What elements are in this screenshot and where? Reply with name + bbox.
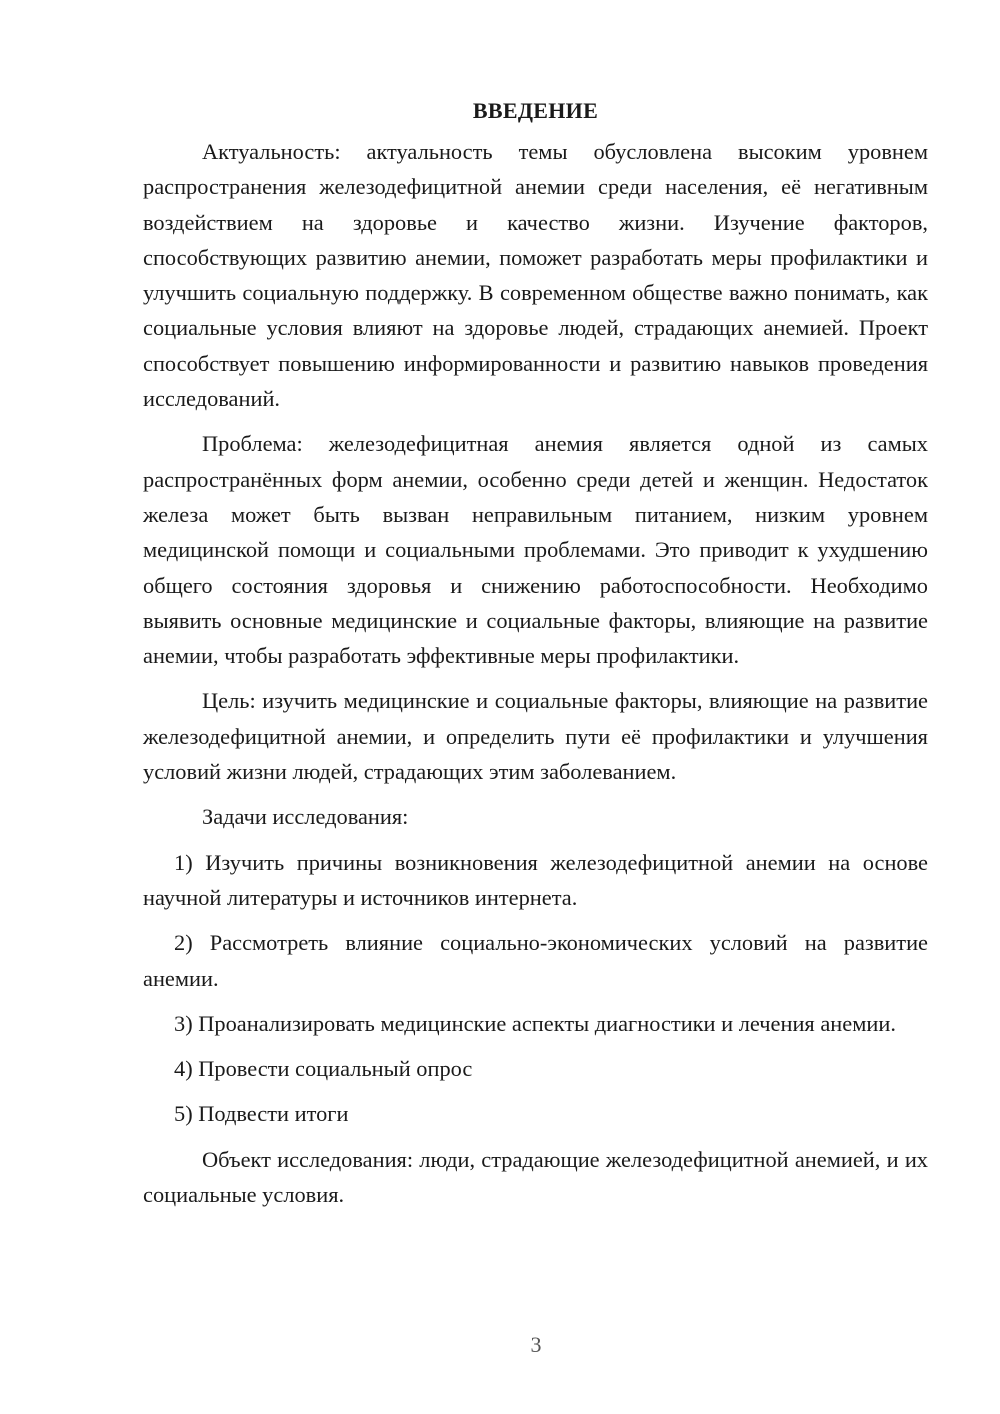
page-content [143,94,928,1222]
task-item-3: 3) Проанализировать медицинские аспекты диагностики и лечения анемии. [174,1010,896,1036]
task-item-1: 1) Изучить причины возникновения железодефицитной анемии на основе научной литературы и источников интернета. [143,849,928,910]
task-item-4: 4) Провести социальный опрос [174,1056,473,1082]
object-paragraph: Объект исследования: люди, страдающие железодефицитной анемией, и их социальные условия. [143,1146,928,1208]
problem-paragraph: Проблема: железодефицитная анемия является одной из самых распространённых форм анемии, особенно среди детей и женщин. Недостаток железа может быть вызван неправильным питанием, низким уровнем медицинской помощи и социальными проблемами. Это приводит к ухудшению общего состояния здоровья и снижению работоспособности. Необходимо выявить основные медицинские и социальные факторы, влияющие на развитие анемии, чтобы разработать эффективные меры профилактики. [143,431,928,669]
task-item-5: 5) Подвести итоги [174,1101,349,1127]
section-title: ВВЕДЕНИЕ [472,98,599,123]
task-item-2: 2) Рассмотреть влияние социально-экономических условий на развитие анемии. [143,930,928,991]
goal-paragraph: Цель: изучить медицинские и социальные факторы, влияющие на развитие железодефицитной анемии, и определить пути её профилактики и улучшения условий жизни людей, страдающих этим заболеванием. [143,688,928,785]
tasks-heading: Задачи исследования: [202,804,409,830]
page-number: 3 [530,1332,542,1357]
relevance-paragraph: Актуальность: актуальность темы обусловлена высоким уровнем распространения железодефицитной анемии среди населения, её негативным воздействием на здоровье и качество жизни. Изучение факторов, способствующих развитию анемии, поможет разработать меры профилактики и улучшить социальную поддержку. В современном обществе важно понимать, как социальные условия влияют на здоровье людей, страдающих анемией. Проект способствует повышению информированности и развитию навыков проведения исследований. [143,139,928,412]
